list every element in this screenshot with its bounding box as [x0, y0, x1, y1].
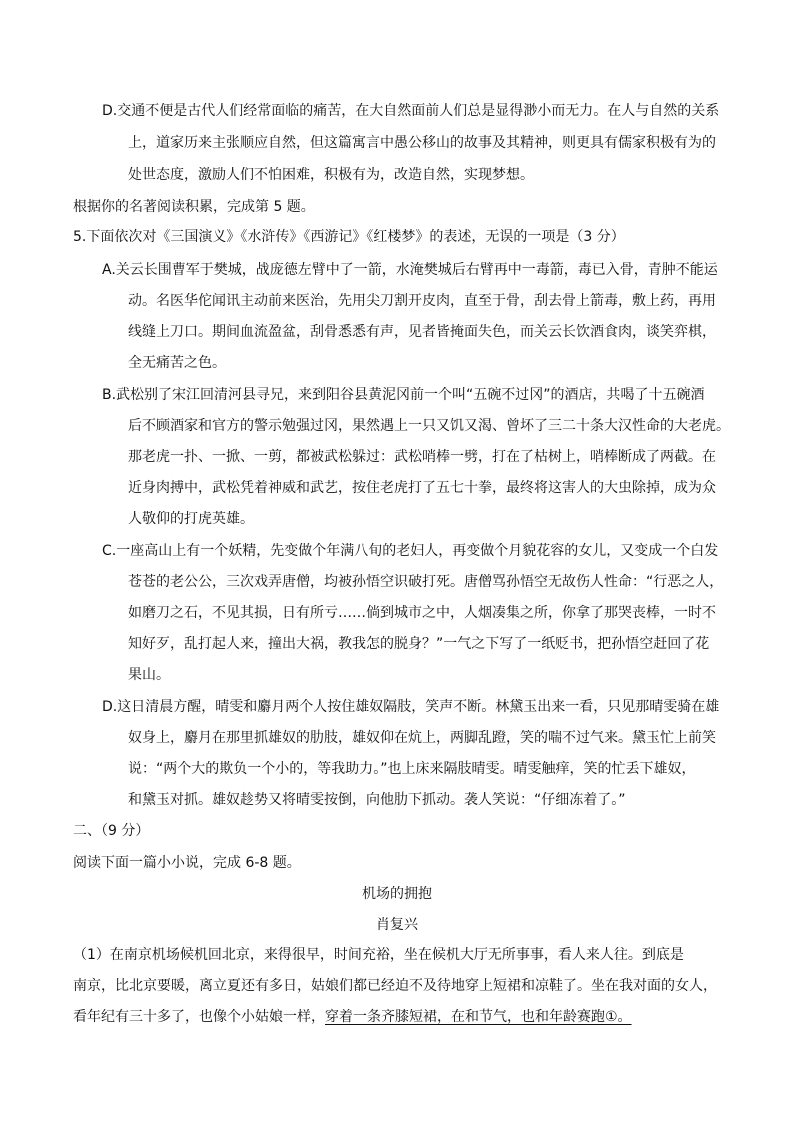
story-paragraph-1-line-2: 南京，比北京要暖，离立夏还有多日，姑娘们都已经迫不及待地穿上短裙和凉鞋了。坐在我对面的女人， — [73, 978, 717, 994]
q5-option-c-line-2: 苍苍的老公公，三次戏弄唐僧，均被孙悟空识破打死。唐僧骂孙悟空无故伤人性命：“行恶之人， — [128, 574, 724, 590]
q5-option-a-line-1: A.关云长围曹军于樊城，战庞德左臂中了一箭，水淹樊城后右臂再中一毒箭，毒已入骨，青肿不能运 — [102, 262, 718, 278]
q4-option-d-line-2: 上，道家历来主张顺应自然，但这篇寓言中愚公移山的故事及其精神，则更具有儒家积极有为的 — [128, 135, 716, 151]
q5-option-b-line-4: 近身肉搏中，武松凭着神威和武艺，按住老虎打了五七十拳，最终将这害人的大虫除掉，成为众 — [128, 480, 716, 496]
q5-option-b-line-1: B.武松别了宋江回清河县寻兄，来到阳谷县黄泥冈前一个叫“五碗不过冈”的酒店，共喝了十五碗酒 — [102, 387, 705, 403]
story-paragraph-1-line-1: （1）在南京机场候机回北京，来得很早，时间充裕，坐在候机大厅无所事事，看人来人往。到底是 — [73, 947, 684, 963]
q4-option-d-line-3: 处世态度，激励人们不怕困难，积极有为，改造自然，实现梦想。 — [128, 167, 534, 183]
underlined-passage-1: 穿着一条齐膝短裙，在和节气，也和年龄赛跑①。 — [325, 1009, 632, 1025]
story-author: 肖复兴 — [376, 917, 418, 933]
q5-stem: 5.下面依次对《三国演义》《水浒传》《西游记》《红楼梦》的表述，无误的一项是（3 分） — [73, 229, 625, 245]
q5-option-d-line-4: 和黛玉对抓。雄奴趁势又将晴雯按倒，向他肋下抓动。袭人笑说：“仔细冻着了。” — [128, 792, 626, 808]
q5-option-b-line-5: 人敬仰的打虎英雄。 — [128, 511, 254, 527]
q5-option-d-line-3: 说：“两个大的欺负一个小的，等我助力。”也上床来隔肢晴雯。晴雯触痒，笑的忙丢下雄奴， — [128, 761, 696, 777]
q5-option-b-line-2: 后不顾酒家和官方的警示勉强过冈，果然遇上一只又饥又渴、曾坏了三二十条大汉性命的大老虎。 — [128, 418, 730, 434]
q5-option-b-line-3: 那老虎一扑、一掀、一剪，都被武松躲过：武松哨棒一劈，打在了枯树上，哨棒断成了两截。在 — [128, 449, 716, 465]
q5-option-a-line-4: 全无痛苦之色。 — [128, 355, 226, 371]
section-instruction: 阅读下面一篇小小说，完成 6-8 题。 — [73, 855, 301, 871]
q5-intro: 根据你的名著阅读积累，完成第 5 题。 — [73, 199, 315, 215]
story-paragraph-1-line-3-plain: 看年纪有三十多了，也像个小姑娘一样， — [73, 1009, 325, 1025]
q5-option-c-line-1: C.一座高山上有一个妖精，先变做个年满八旬的老妇人，再变做个月貌花容的女儿，又变成一个白发 — [102, 543, 719, 559]
story-paragraph-1-line-3 — [73, 1007, 632, 1027]
q5-option-c-line-4: 知好歹，乱打起人来，撞出大祸，教我怎的脱身？”一气之下写了一纸贬书，把孙悟空赶回了花 — [128, 636, 710, 652]
q5-option-d-line-1: D.这日清晨方醒，晴雯和麝月两个人按住雄奴隔肢，笑声不断。林黛玉出来一看，只见那晴雯骑在雄 — [102, 699, 720, 715]
story-title: 机场的拥抱 — [362, 886, 432, 902]
q5-option-d-line-2: 奴身上，麝月在那里抓雄奴的肋肢，雄奴仰在炕上，两脚乱蹬，笑的喘不过气来。黛玉忙上前笑 — [128, 730, 716, 746]
q5-option-c-line-3: 如磨刀之石，不见其损，日有所亏……倘到城市之中，人烟凑集之所，你拿了那哭丧棒，一时不 — [128, 605, 716, 621]
section-heading: 二、（9 分） — [73, 823, 150, 839]
q5-option-a-line-3: 线缝上刀口。期间血流盈盆，刮骨悉悉有声，见者皆掩面失色，而关云长饮酒食肉，谈笑弈棋， — [128, 324, 716, 340]
q5-option-a-line-2: 动。名医华佗闻讯主动前来医治，先用尖刀割开皮肉，直至于骨，刮去骨上箭毒，敷上药，再用 — [128, 293, 716, 309]
q5-option-c-line-5: 果山。 — [128, 667, 170, 683]
q4-option-d-line-1: D.交通不便是古代人们经常面临的痛苦，在大自然面前人们总是显得渺小而无力。在人与自然的关系 — [102, 103, 720, 119]
